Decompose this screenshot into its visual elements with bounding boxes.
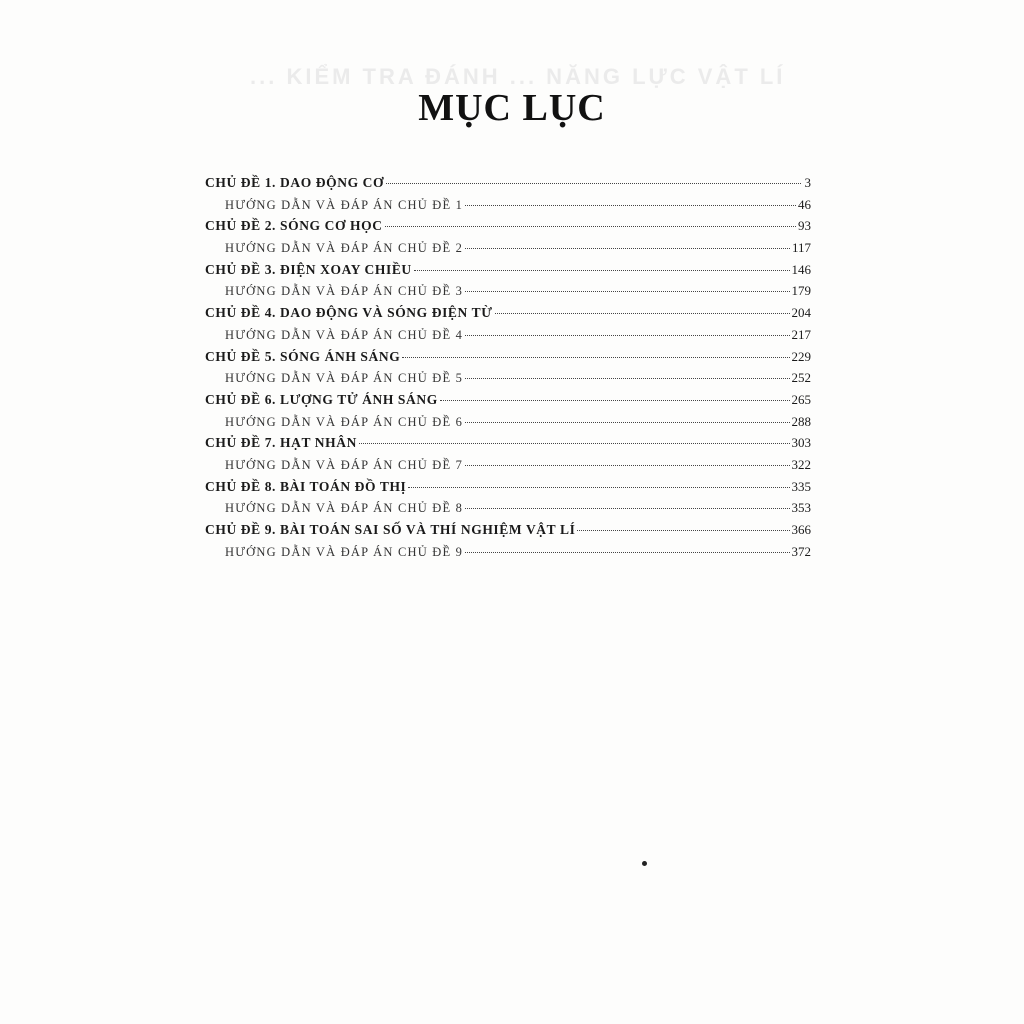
dot-leader: [408, 487, 789, 488]
toc-entry-label: CHỦ ĐỀ 2. SÓNG CƠ HỌC: [205, 218, 383, 234]
toc-entry-guide-2: [205, 237, 811, 259]
toc-entry-label: CHỦ ĐỀ 9. BÀI TOÁN SAI SỐ VÀ THÍ NGHIỆM VẬT LÍ: [205, 522, 576, 537]
toc-entry-chapter-2: [205, 215, 811, 237]
toc-entry-label: HƯỚNG DẪN VÀ ĐÁP ÁN CHỦ ĐỀ 4: [225, 327, 464, 342]
toc-entry-label: HƯỚNG DẪN VÀ ĐÁP ÁN CHỦ ĐỀ 1: [225, 197, 464, 212]
toc-page-number: 46: [798, 196, 811, 212]
toc-entry-label: HƯỚNG DẪN VÀ ĐÁP ÁN CHỦ ĐỀ 6: [225, 414, 464, 429]
toc-page-number: 288: [791, 413, 811, 429]
toc-entry-guide-9: [205, 541, 811, 563]
dot-leader: [386, 183, 801, 184]
toc-entry-guide-8: [205, 497, 811, 519]
toc-page-number: 217: [791, 326, 811, 342]
toc-entry-label: CHỦ ĐỀ 7. HẠT NHÂN: [205, 435, 357, 451]
dot-leader: [465, 422, 789, 423]
toc-entry-label: HƯỚNG DẪN VÀ ĐÁP ÁN CHỦ ĐỀ 7: [225, 457, 464, 472]
toc-page-number: 372: [791, 543, 811, 559]
dot-leader: [385, 226, 796, 227]
toc-page-number: 265: [791, 391, 811, 407]
dot-leader: [465, 291, 789, 292]
toc-page-number: 93: [798, 218, 811, 234]
toc-entry-guide-4: [205, 324, 811, 346]
toc-entry-label: CHỦ ĐỀ 5. SÓNG ÁNH SÁNG: [205, 348, 401, 364]
dot-leader: [440, 400, 790, 401]
toc-page-number: 179: [791, 283, 811, 299]
toc-entry-label: CHỦ ĐỀ 6. LƯỢNG TỬ ÁNH SÁNG: [205, 391, 438, 407]
toc-page-number: 366: [791, 522, 811, 537]
toc-entry-label: CHỦ ĐỀ 4. DAO ĐỘNG VÀ SÓNG ĐIỆN TỪ: [205, 305, 493, 321]
toc-entry-guide-3: [205, 280, 811, 302]
toc-page-number: 229: [791, 348, 811, 364]
table-of-contents: [205, 172, 811, 562]
dot-leader: [359, 443, 790, 444]
dot-leader: [402, 357, 789, 358]
toc-entry-guide-7: [205, 454, 811, 476]
toc-page-number: 322: [791, 456, 811, 472]
toc-entry-chapter-6: [205, 389, 811, 411]
dot-leader: [495, 313, 790, 314]
toc-page-number: 204: [791, 305, 811, 321]
page-title: MỤC LỤC: [418, 87, 606, 129]
dot-leader: [465, 205, 796, 206]
toc-page-number: 117: [791, 240, 811, 256]
dot-leader: [465, 465, 789, 466]
toc-entry-label: HƯỚNG DẪN VÀ ĐÁP ÁN CHỦ ĐỀ 8: [225, 501, 464, 516]
toc-entry-chapter-7: [205, 432, 811, 454]
toc-entry-guide-1: [205, 194, 811, 216]
toc-entry-chapter-4: [205, 302, 811, 324]
toc-page-number: 353: [791, 500, 811, 516]
toc-entry-chapter-3: [205, 259, 811, 281]
toc-entry-label: CHỦ ĐỀ 3. ĐIỆN XOAY CHIỀU: [205, 261, 412, 277]
bleed-through-text: ... KIỂM TRA ĐÁNH ... NĂNG LỰC VẬT LÍ: [250, 64, 786, 89]
toc-entry-label: HƯỚNG DẪN VÀ ĐÁP ÁN CHỦ ĐỀ 9: [225, 544, 464, 559]
dot-leader: [577, 530, 789, 531]
toc-entry-chapter-8: [205, 476, 811, 498]
dot-leader: [465, 378, 789, 379]
toc-entry-chapter-5: [205, 346, 811, 368]
toc-page-number: 252: [791, 370, 811, 386]
toc-entry-label: HƯỚNG DẪN VÀ ĐÁP ÁN CHỦ ĐỀ 5: [225, 371, 464, 386]
toc-entry-label: HƯỚNG DẪN VÀ ĐÁP ÁN CHỦ ĐỀ 3: [225, 284, 464, 299]
toc-entry-chapter-9: [205, 519, 811, 541]
dot-leader: [465, 335, 789, 336]
dot-leader: [465, 508, 789, 509]
toc-page-number: 335: [791, 478, 811, 494]
toc-entry-label: HƯỚNG DẪN VÀ ĐÁP ÁN CHỦ ĐỀ 2: [225, 241, 464, 256]
toc-entry-guide-5: [205, 367, 811, 389]
dot-leader: [465, 248, 790, 249]
toc-entry-chapter-1: [205, 172, 811, 194]
toc-page-number: 303: [791, 435, 811, 451]
toc-page-number: 3: [804, 175, 811, 190]
toc-entry-label: CHỦ ĐỀ 8. BÀI TOÁN ĐỒ THỊ: [205, 478, 407, 494]
dot-leader: [414, 270, 790, 271]
toc-page-number: 146: [791, 261, 811, 277]
ink-speck: [642, 861, 647, 866]
dot-leader: [465, 552, 789, 553]
toc-entry-guide-6: [205, 411, 811, 433]
toc-entry-label: CHỦ ĐỀ 1. DAO ĐỘNG CƠ: [205, 175, 385, 190]
